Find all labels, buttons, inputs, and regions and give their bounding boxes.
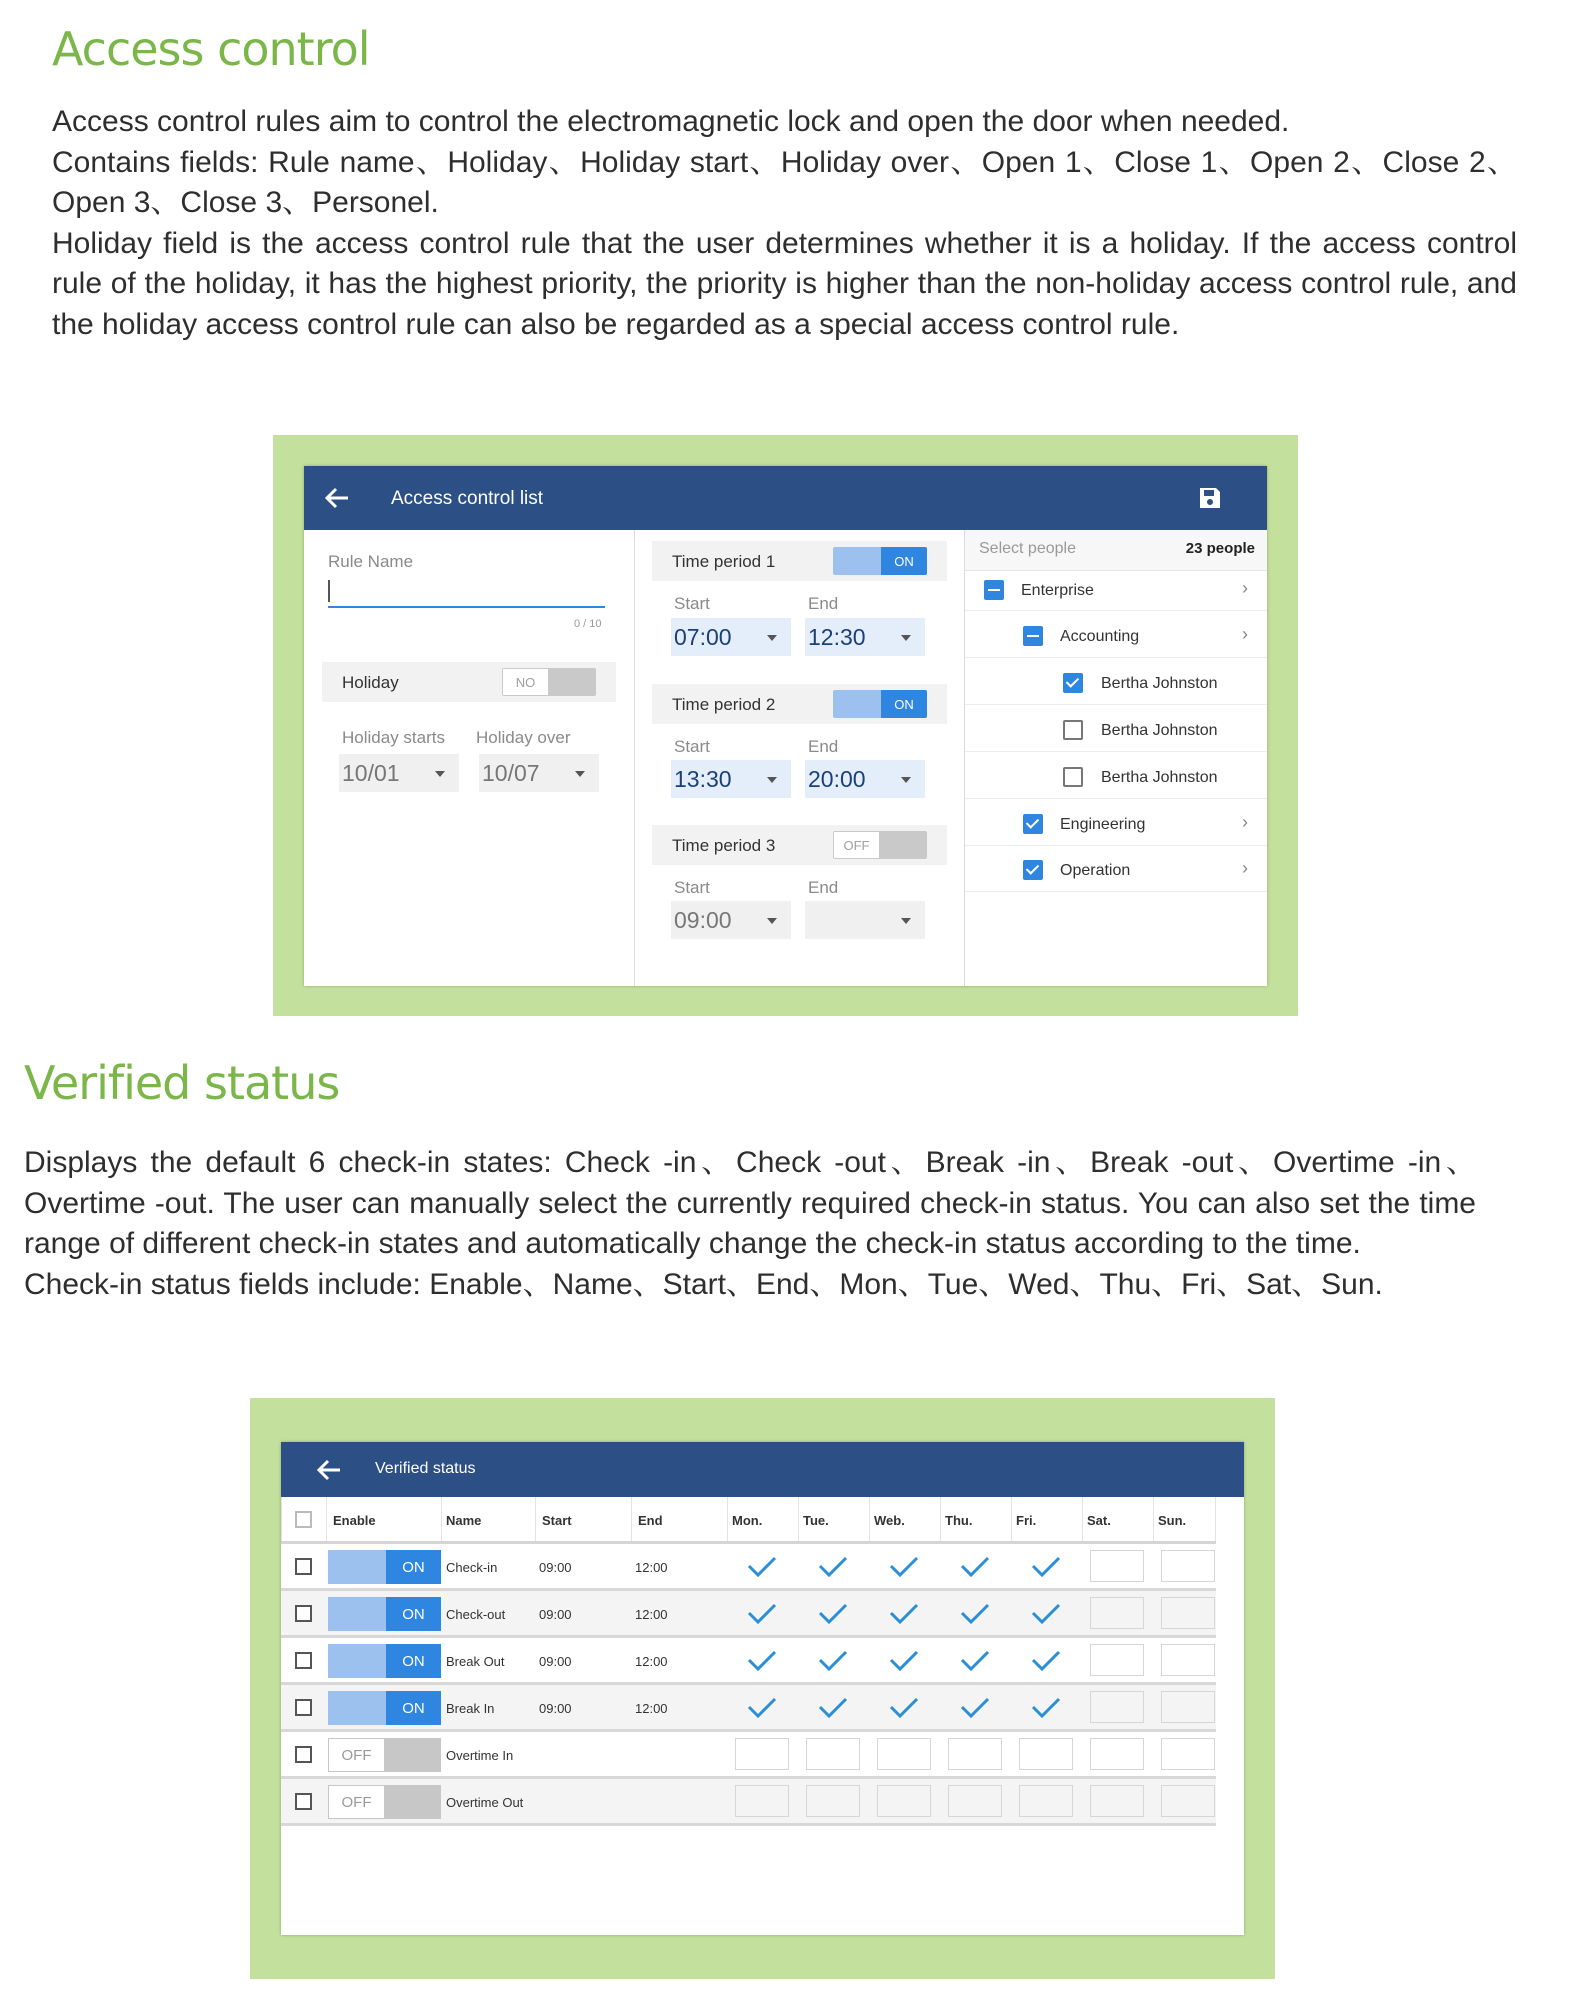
cell-start: 09:00 (539, 1560, 572, 1575)
verified-status-screen (281, 1442, 1244, 1935)
section-heading-access-control: Access control (52, 22, 370, 76)
day-checkbox[interactable] (1090, 1691, 1144, 1723)
holiday-over-value: 10/07 (482, 759, 540, 786)
cell-end: 12:00 (635, 1560, 668, 1575)
column-header: Mon. (732, 1513, 763, 1528)
check-icon[interactable] (888, 1648, 920, 1674)
divider (965, 657, 1267, 658)
people-name: Enterprise (1021, 582, 1094, 599)
people-name: Bertha Johnston (1101, 722, 1218, 739)
time-period-3-label: Time period 3 (672, 836, 776, 855)
check-icon[interactable] (959, 1648, 991, 1674)
arrow-left-icon[interactable] (324, 486, 350, 510)
holiday-toggle[interactable] (502, 668, 596, 696)
holiday-toggle-knob: NO (502, 668, 549, 696)
screen-title: Verified status (375, 1460, 476, 1477)
start-value: 13:30 (674, 765, 732, 792)
check-icon[interactable] (1030, 1695, 1062, 1721)
checked-checkbox[interactable] (1023, 860, 1043, 880)
people-count: 23 people (1185, 540, 1255, 557)
floppy-disk-icon[interactable] (1199, 487, 1221, 509)
cell-start: 09:00 (539, 1607, 572, 1622)
check-icon[interactable] (817, 1601, 849, 1627)
app-bar (304, 466, 1267, 530)
people-item-enterprise[interactable] (984, 580, 1267, 620)
cell-end: 12:00 (635, 1701, 668, 1716)
day-checkbox[interactable] (735, 1785, 789, 1817)
caret-down-icon (767, 777, 777, 783)
divider (965, 891, 1267, 892)
screenshot-frame-access-control (273, 435, 1298, 1016)
paragraph: Access control rules aim to control the electromagnetic lock and open the door when needed. (52, 105, 1290, 138)
cell-name: Check-in (446, 1560, 498, 1575)
time-period-1-end-dropdown[interactable] (805, 618, 925, 656)
day-checkbox[interactable] (1019, 1738, 1073, 1770)
verified-status-table (281, 1497, 1216, 1827)
chevron-right-icon: › (1242, 578, 1248, 598)
column-header: Sat. (1087, 1513, 1111, 1528)
cell-name: Break In (446, 1701, 495, 1716)
check-icon[interactable] (746, 1648, 778, 1674)
holiday-starts-value: 10/01 (342, 759, 400, 786)
holiday-over-label: Holiday over (476, 728, 571, 747)
select-people-header (965, 530, 1267, 571)
holiday-label: Holiday (342, 673, 399, 692)
cell-name: Check-out (446, 1607, 506, 1622)
check-icon[interactable] (817, 1695, 849, 1721)
time-period-3-toggle[interactable] (833, 831, 927, 859)
people-name: Operation (1060, 862, 1131, 879)
check-icon[interactable] (959, 1601, 991, 1627)
screenshot-frame-verified-status (250, 1398, 1275, 1979)
paragraph: Contains fields: Rule name、Holiday、Holiday start、Holiday over、Open 1、Close 1、Open 2、Close 2、Open 3、Close 3、Personel. (52, 145, 1517, 219)
cell-start: 09:00 (539, 1654, 572, 1669)
time-period-2-label: Time period 2 (672, 695, 776, 714)
column-header: Thu. (945, 1513, 973, 1528)
cell-end: 12:00 (635, 1654, 668, 1669)
toggle-knob: ON (386, 1550, 441, 1584)
column-header: Fri. (1016, 1513, 1037, 1528)
enable-toggle[interactable] (328, 1738, 441, 1772)
toggle-knob: OFF (328, 1785, 385, 1819)
toggle-knob: ON (881, 690, 927, 718)
row-checkbox[interactable] (295, 1652, 312, 1669)
rule-name-label: Rule Name (328, 552, 414, 571)
check-icon[interactable] (959, 1554, 991, 1580)
arrow-left-icon[interactable] (316, 1458, 342, 1482)
time-period-3-start-dropdown[interactable] (671, 901, 791, 939)
toggle-knob: ON (881, 547, 927, 575)
column-header: Enable (333, 1513, 376, 1528)
day-checkbox[interactable] (877, 1738, 931, 1770)
start-label: Start (674, 594, 710, 613)
enable-toggle[interactable] (328, 1691, 441, 1725)
enable-toggle[interactable] (328, 1644, 441, 1678)
column-header: Name (446, 1513, 482, 1528)
time-period-2-end-dropdown[interactable] (805, 760, 925, 798)
toggle-knob: ON (386, 1597, 441, 1631)
section-heading-verified-status: Verified status (24, 1056, 340, 1110)
char-counter: 0 / 10 (574, 618, 602, 630)
caret-down-icon (767, 918, 777, 924)
column-divider (964, 530, 965, 986)
toggle-knob: OFF (328, 1738, 385, 1772)
checked-checkbox[interactable] (1063, 673, 1083, 693)
day-checkbox[interactable] (1090, 1550, 1144, 1582)
check-icon[interactable] (817, 1648, 849, 1674)
day-checkbox[interactable] (948, 1738, 1002, 1770)
end-value: 20:00 (808, 765, 866, 792)
caret-down-icon (901, 635, 911, 641)
enable-toggle[interactable] (328, 1550, 441, 1584)
divider (965, 704, 1267, 705)
screen-title: Access control list (391, 488, 544, 509)
enable-toggle[interactable] (328, 1785, 441, 1819)
cell-name: Overtime Out (446, 1795, 524, 1810)
day-checkbox[interactable] (1090, 1738, 1144, 1770)
day-checkbox[interactable] (1019, 1785, 1073, 1817)
verified-status-description (24, 1143, 1476, 1305)
unchecked-checkbox[interactable] (1063, 767, 1083, 787)
people-item-person[interactable] (1063, 720, 1267, 760)
row-checkbox[interactable] (295, 1793, 312, 1810)
divider (965, 751, 1267, 752)
start-label: Start (674, 878, 710, 897)
day-checkbox[interactable] (1161, 1785, 1215, 1817)
check-icon[interactable] (888, 1695, 920, 1721)
people-item-person[interactable] (1063, 767, 1267, 807)
day-checkbox[interactable] (1090, 1785, 1144, 1817)
end-label: End (808, 878, 839, 897)
caret-down-icon (575, 771, 585, 777)
check-icon[interactable] (746, 1554, 778, 1580)
end-value: 12:30 (808, 623, 866, 650)
column-header: Sun. (1158, 1513, 1187, 1528)
toggle-knob: ON (386, 1691, 441, 1725)
holiday-over-dropdown[interactable] (479, 754, 599, 792)
check-icon[interactable] (817, 1554, 849, 1580)
end-label: End (808, 737, 839, 756)
select-all-checkbox[interactable] (295, 1511, 312, 1528)
toggle-knob: OFF (833, 831, 880, 859)
check-icon[interactable] (746, 1695, 778, 1721)
day-checkbox[interactable] (1161, 1550, 1215, 1582)
time-period-1-start-dropdown[interactable] (671, 618, 791, 656)
people-name: Bertha Johnston (1101, 769, 1218, 786)
day-checkbox[interactable] (948, 1785, 1002, 1817)
people-name: Accounting (1060, 628, 1140, 645)
end-label: End (808, 594, 839, 613)
row-checkbox[interactable] (295, 1746, 312, 1763)
time-period-2-start-dropdown[interactable] (671, 760, 791, 798)
people-item-engineering[interactable] (1023, 814, 1267, 854)
check-icon[interactable] (888, 1554, 920, 1580)
caret-down-icon (901, 777, 911, 783)
people-item-operation[interactable] (1023, 860, 1267, 900)
enable-toggle[interactable] (328, 1597, 441, 1631)
paragraph: Displays the default 6 check-in states: Check -in、Check -out、Break -in、Break -out、Overtime -in、Overtime -out. The user can manually select the currently required check-in status. You can also set the time range of different check-in states and automatically change the check-in status according to the time. (24, 1146, 1476, 1260)
toggle-knob: ON (386, 1644, 441, 1678)
column-header: Tue. (803, 1513, 829, 1528)
divider (965, 610, 1267, 611)
cell-name: Break Out (446, 1654, 505, 1669)
time-period-1-toggle[interactable] (833, 547, 927, 575)
cell-start: 09:00 (539, 1701, 572, 1716)
indeterminate-checkbox[interactable] (984, 580, 1004, 600)
cell-end: 12:00 (635, 1607, 668, 1622)
chevron-right-icon: › (1242, 812, 1248, 832)
start-label: Start (674, 737, 710, 756)
day-checkbox[interactable] (877, 1785, 931, 1817)
select-people-label: Select people (979, 540, 1076, 557)
row-checkbox[interactable] (295, 1699, 312, 1716)
day-checkbox[interactable] (1090, 1597, 1144, 1629)
day-checkbox[interactable] (735, 1738, 789, 1770)
time-period-2-toggle[interactable] (833, 690, 927, 718)
divider (965, 845, 1267, 846)
row-checkbox[interactable] (295, 1558, 312, 1575)
holiday-starts-dropdown[interactable] (339, 754, 459, 792)
check-icon[interactable] (1030, 1648, 1062, 1674)
time-period-3-end-dropdown[interactable] (805, 901, 925, 939)
day-checkbox[interactable] (1161, 1738, 1215, 1770)
column-header: Start (542, 1513, 572, 1528)
day-checkbox[interactable] (1161, 1597, 1215, 1629)
caret-down-icon (901, 918, 911, 924)
caret-down-icon (435, 771, 445, 777)
people-item-person[interactable] (1063, 673, 1267, 713)
people-item-accounting[interactable] (1023, 626, 1267, 666)
chevron-right-icon: › (1242, 858, 1248, 878)
day-checkbox[interactable] (806, 1738, 860, 1770)
check-icon[interactable] (1030, 1601, 1062, 1627)
column-header: Web. (874, 1513, 905, 1528)
access-control-screen (304, 466, 1267, 986)
unchecked-checkbox[interactable] (1063, 720, 1083, 740)
start-value: 07:00 (674, 623, 732, 650)
day-checkbox[interactable] (806, 1785, 860, 1817)
chevron-right-icon: › (1242, 624, 1248, 644)
divider (965, 798, 1267, 799)
caret-down-icon (767, 635, 777, 641)
cell-name: Overtime In (446, 1748, 514, 1763)
day-checkbox[interactable] (1161, 1691, 1215, 1723)
column-divider (634, 530, 635, 986)
access-control-description (52, 102, 1517, 345)
people-name: Bertha Johnston (1101, 675, 1218, 692)
day-checkbox[interactable] (1161, 1644, 1215, 1676)
check-icon[interactable] (1030, 1554, 1062, 1580)
indeterminate-checkbox[interactable] (1023, 626, 1043, 646)
day-checkbox[interactable] (1090, 1644, 1144, 1676)
app-bar (281, 1442, 1244, 1497)
paragraph: Holiday field is the access control rule that the user determines whether it is a holiday. If the access control rule of the holiday, it has the highest priority, the priority is higher than the non-holiday access control rule, and the holiday access control rule can also be regarded as a special access control rule. (52, 226, 1517, 341)
check-icon[interactable] (746, 1601, 778, 1627)
people-name: Engineering (1060, 816, 1146, 833)
row-checkbox[interactable] (295, 1605, 312, 1622)
checked-checkbox[interactable] (1023, 814, 1043, 834)
rule-name-input[interactable] (328, 578, 605, 608)
check-icon[interactable] (959, 1695, 991, 1721)
check-icon[interactable] (888, 1601, 920, 1627)
text-cursor (328, 580, 330, 602)
time-period-1-label: Time period 1 (672, 552, 776, 571)
column-header: End (638, 1513, 663, 1528)
start-value: 09:00 (674, 906, 732, 933)
paragraph: Check-in status fields include: Enable、Name、Start、End、Mon、Tue、Wed、Thu、Fri、Sat、Sun. (24, 1267, 1383, 1301)
holiday-starts-label: Holiday starts (342, 728, 445, 747)
